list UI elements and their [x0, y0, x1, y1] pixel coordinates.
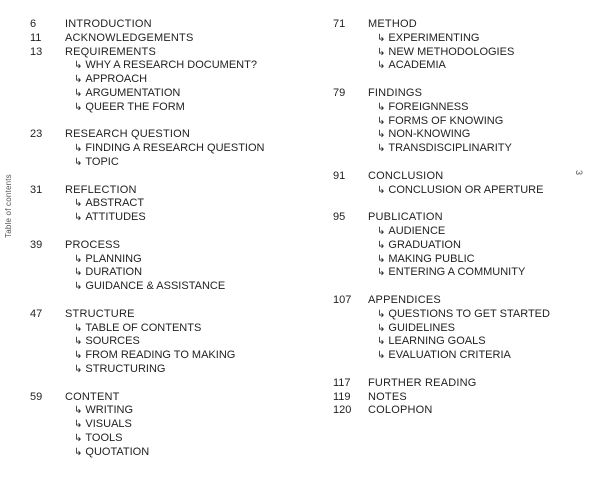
toc-subentry-label: ATTITUDES: [85, 211, 146, 224]
return-arrow-icon: ↳: [74, 322, 83, 334]
toc-page-number: 91: [333, 169, 346, 182]
toc-subentry[interactable]: [333, 253, 573, 267]
toc-subentry[interactable]: [333, 308, 573, 322]
toc-entry: [30, 18, 310, 32]
toc-entry: [333, 87, 573, 156]
return-arrow-icon: ↳: [74, 363, 83, 375]
toc-subentry-label: TRANSDISCIPLINARITY: [388, 142, 512, 155]
toc-page-number: 119: [333, 390, 351, 403]
toc-entry-row[interactable]: [333, 170, 573, 184]
toc-page-number: 31: [30, 183, 43, 196]
return-arrow-icon: ↳: [377, 322, 386, 334]
toc-entry: [30, 32, 310, 46]
toc-subentry[interactable]: [333, 239, 573, 253]
toc-title-further-reading: FURTHER READING: [368, 376, 477, 389]
toc-subentry-label: DURATION: [85, 266, 143, 279]
toc-subentry-label: LEARNING GOALS: [388, 335, 486, 348]
toc-subentry[interactable]: [30, 142, 310, 156]
return-arrow-icon: ↳: [377, 308, 386, 320]
toc-entry: [30, 128, 310, 169]
toc-subentry-label: CONCLUSION OR APERTURE: [388, 183, 544, 196]
toc-title-method: METHOD: [368, 18, 417, 30]
return-arrow-icon: ↳: [377, 239, 386, 251]
toc-page-number: 13: [30, 45, 43, 58]
return-arrow-icon: ↳: [377, 253, 386, 265]
toc-entry-row[interactable]: [333, 294, 573, 308]
toc-subentry-label: SOURCES: [85, 335, 140, 348]
toc-page-number: 120: [333, 404, 352, 417]
toc-page-number: 117: [333, 376, 351, 389]
return-arrow-icon: ↳: [377, 46, 386, 58]
toc-title-appendices: APPENDICES: [368, 293, 441, 306]
toc-subentry[interactable]: [333, 184, 573, 198]
toc-title-reflection: REFLECTION: [65, 183, 137, 196]
toc-entry-row[interactable]: [30, 239, 310, 253]
toc-page-number: 23: [30, 128, 43, 141]
toc-entry: [333, 377, 573, 391]
toc-subentry[interactable]: [30, 197, 310, 211]
toc-subentry-label: EXPERIMENTING: [388, 31, 480, 44]
toc-subentry[interactable]: [30, 349, 310, 363]
toc-entry-row[interactable]: [30, 46, 310, 60]
toc-title-conclusion: CONCLUSION: [368, 169, 444, 182]
return-arrow-icon: ↳: [74, 281, 83, 293]
return-arrow-icon: ↳: [377, 32, 386, 44]
return-arrow-icon: ↳: [74, 60, 83, 72]
return-arrow-icon: ↳: [377, 350, 386, 362]
toc-page-number: 95: [333, 211, 346, 224]
toc-subentry[interactable]: [30, 322, 310, 336]
toc-entry-row[interactable]: [30, 18, 310, 32]
return-arrow-icon: ↳: [377, 60, 386, 72]
return-arrow-icon: ↳: [377, 143, 386, 155]
toc-subentry-label: QUESTIONS TO GET STARTED: [388, 307, 550, 320]
return-arrow-icon: ↳: [377, 184, 386, 196]
toc-entry: [30, 308, 310, 377]
toc-subentry[interactable]: [333, 322, 573, 336]
toc-entry: [30, 46, 310, 115]
return-arrow-icon: ↳: [74, 336, 83, 348]
toc-subentry[interactable]: [30, 418, 310, 432]
toc-entry-row[interactable]: [333, 404, 573, 418]
return-arrow-icon: ↳: [74, 267, 83, 279]
toc-subentry-label: NON-KNOWING: [388, 128, 471, 141]
return-arrow-icon: ↳: [74, 156, 83, 168]
toc-subentry-label: FROM READING TO MAKING: [85, 349, 236, 362]
toc-page-number: 11: [30, 31, 42, 44]
return-arrow-icon: ↳: [74, 74, 83, 86]
toc-entry: [333, 211, 573, 280]
toc-subentry-label: STRUCTURING: [85, 362, 166, 375]
toc-title-introduction: INTRODUCTION: [65, 18, 152, 30]
toc-page-number: 47: [30, 307, 43, 320]
toc-subentry[interactable]: [333, 101, 573, 115]
toc-subentry[interactable]: [30, 73, 310, 87]
toc-subentry[interactable]: [30, 156, 310, 170]
toc-subentry-label: AUDIENCE: [388, 224, 446, 237]
return-arrow-icon: ↳: [377, 267, 386, 279]
toc-subentry-label: PLANNING: [85, 252, 142, 265]
toc-subentry[interactable]: [333, 32, 573, 46]
toc-subentry[interactable]: [30, 432, 310, 446]
toc-subentry[interactable]: [333, 349, 573, 363]
toc-entry: [333, 18, 573, 73]
toc-subentry[interactable]: [333, 335, 573, 349]
toc-title-content: CONTENT: [65, 390, 120, 403]
return-arrow-icon: ↳: [74, 143, 83, 155]
toc-page-number: 79: [333, 86, 346, 99]
return-arrow-icon: ↳: [74, 212, 83, 224]
toc-entry: [333, 170, 573, 198]
toc-title-findings: FINDINGS: [368, 86, 423, 99]
toc-entry-row[interactable]: [333, 391, 573, 405]
toc-right-column: [333, 18, 573, 432]
return-arrow-icon: ↳: [74, 432, 83, 444]
toc-subentry-label: VISUALS: [85, 418, 132, 431]
toc-subentry[interactable]: [30, 266, 310, 280]
toc-subentry[interactable]: [333, 46, 573, 60]
toc-subentry[interactable]: [333, 115, 573, 129]
toc-title-colophon: COLOPHON: [368, 404, 433, 417]
toc-entry-row[interactable]: [30, 391, 310, 405]
toc-title-acknowledgements: ACKNOWLEDGEMENTS: [65, 31, 194, 44]
toc-title-process: PROCESS: [65, 238, 121, 251]
toc-entry-row[interactable]: [333, 211, 573, 225]
toc-subentry-label: WHY A RESEARCH DOCUMENT?: [85, 59, 257, 72]
toc-subentry-label: QUOTATION: [85, 445, 150, 458]
toc-entry: [30, 391, 310, 460]
toc-subentry[interactable]: [30, 280, 310, 294]
toc-subentry-label: MAKING PUBLIC: [388, 252, 475, 265]
toc-subentry-label: ACADEMIA: [388, 59, 446, 72]
toc-entry: [333, 391, 573, 405]
toc-subentry-label: APPROACH: [85, 73, 148, 86]
side-label: Table of contents: [4, 174, 13, 238]
toc-subentry-label: TOPIC: [85, 155, 119, 168]
toc-page-number: 59: [30, 390, 43, 403]
return-arrow-icon: ↳: [74, 446, 83, 458]
return-arrow-icon: ↳: [74, 253, 83, 265]
toc-page-number: 71: [333, 18, 346, 30]
toc-subentry[interactable]: [333, 128, 573, 142]
return-arrow-icon: ↳: [74, 87, 83, 99]
return-arrow-icon: ↳: [377, 101, 386, 113]
toc-subentry-label: ARGUMENTATION: [85, 86, 181, 99]
toc-subentry-label: QUEER THE FORM: [85, 100, 185, 113]
toc-subentry-label: FORMS OF KNOWING: [388, 114, 504, 127]
toc-subentry-label: NEW METHODOLOGIES: [388, 45, 515, 58]
toc-subentry-label: ABSTRACT: [85, 197, 145, 210]
toc-entry-row[interactable]: [333, 377, 573, 391]
toc-subentry-label: ENTERING A COMMUNITY: [388, 266, 526, 279]
page-number: 3: [574, 170, 584, 176]
toc-subentry[interactable]: [30, 404, 310, 418]
toc-page-number: 107: [333, 293, 352, 306]
toc-subentry-label: FINDING A RESEARCH QUESTION: [85, 142, 265, 155]
toc-entry: [333, 404, 573, 418]
toc-subentry[interactable]: [333, 266, 573, 280]
toc-entry-row[interactable]: [30, 184, 310, 198]
return-arrow-icon: ↳: [74, 198, 83, 210]
return-arrow-icon: ↳: [74, 350, 83, 362]
toc-title-requirements: REQUIREMENTS: [65, 45, 157, 58]
toc-entry-row[interactable]: [333, 18, 573, 32]
toc-subentry[interactable]: [30, 253, 310, 267]
toc-subentry-label: GUIDANCE & ASSISTANCE: [85, 280, 226, 293]
toc-subentry[interactable]: [30, 335, 310, 349]
return-arrow-icon: ↳: [377, 336, 386, 348]
toc-page-number: 6: [30, 18, 37, 30]
toc-subentry-label: EVALUATION CRITERIA: [388, 349, 511, 362]
return-arrow-icon: ↳: [377, 129, 386, 141]
toc-subentry[interactable]: [30, 101, 310, 115]
toc-subentry[interactable]: [30, 211, 310, 225]
toc-entry: [333, 294, 573, 363]
toc-subentry[interactable]: [30, 446, 310, 460]
toc-title-notes: NOTES: [368, 390, 407, 403]
toc-subentry[interactable]: [333, 225, 573, 239]
toc-title-structure: STRUCTURE: [65, 307, 135, 320]
return-arrow-icon: ↳: [377, 225, 386, 237]
toc-subentry-label: GRADUATION: [388, 238, 461, 251]
toc-subentry-label: WRITING: [85, 404, 134, 417]
toc-subentry-label: GUIDELINES: [388, 321, 456, 334]
toc-entry: [30, 239, 310, 294]
toc-subentry[interactable]: [333, 142, 573, 156]
toc-entry-row[interactable]: [30, 128, 310, 142]
toc-title-research-question: RESEARCH QUESTION: [65, 128, 191, 141]
toc-subentry-label: FOREIGNNESS: [388, 100, 469, 113]
return-arrow-icon: ↳: [74, 101, 83, 113]
toc-title-publication: PUBLICATION: [368, 211, 443, 224]
return-arrow-icon: ↳: [74, 419, 83, 431]
return-arrow-icon: ↳: [74, 405, 83, 417]
toc-subentry[interactable]: [30, 87, 310, 101]
toc-subentry[interactable]: [30, 59, 310, 73]
toc-entry-row[interactable]: [333, 87, 573, 101]
toc-subentry-label: TABLE OF CONTENTS: [85, 321, 202, 334]
toc-entry-row[interactable]: [30, 308, 310, 322]
toc-left-column: [30, 18, 310, 473]
toc-page-number: 39: [30, 238, 43, 251]
return-arrow-icon: ↳: [377, 115, 386, 127]
toc-subentry-label: TOOLS: [85, 431, 123, 444]
toc-entry: [30, 184, 310, 225]
toc-subentry[interactable]: [333, 59, 573, 73]
toc-subentry[interactable]: [30, 363, 310, 377]
toc-entry-row[interactable]: [30, 32, 310, 46]
